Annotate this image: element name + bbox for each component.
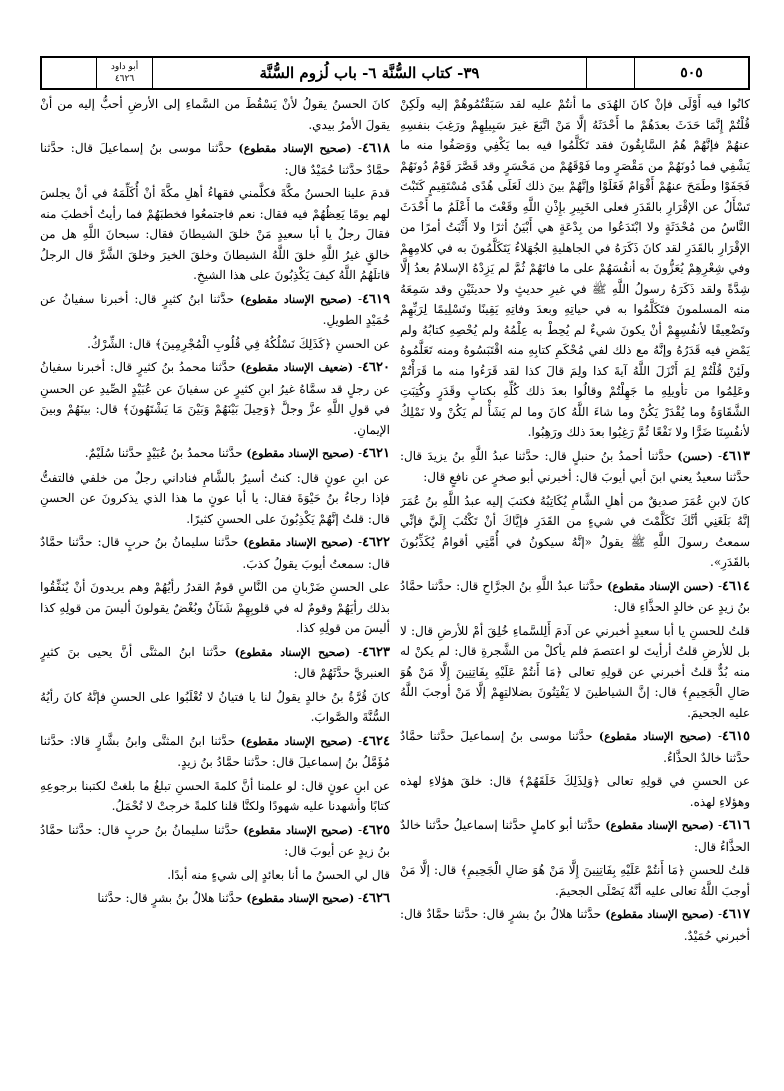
grade-separator: - <box>353 360 363 374</box>
hadith-grade: (صحيح الإسناد مقطوع) <box>234 645 351 659</box>
hadith-isnad: حدَّثنا موسى بنُ إسماعيلَ قال: حدَّثنا حمَّادٌ حدَّثنا حُمَيْدٌ قال: <box>40 141 390 177</box>
grade-separator: - <box>350 644 363 659</box>
right-column <box>400 94 750 1081</box>
hadith-entry <box>400 726 750 768</box>
hadith-number: ٤٦١٧ <box>722 907 750 922</box>
chapter-title: ٣٩- كتاب السُّنَّة ٦- باب لُزوم السُّنَّة <box>152 58 586 88</box>
hadith-isnad: حدَّثنا موسى بنُ إسماعيلَ حدَّثنا حمَّادٌ حدَّثنا خالدٌ الحذَّاءُ. <box>400 729 750 765</box>
body-paragraph: كانَ لابنِ عُمَرَ صديقٌ من أهلِ الشَّامِ يُكَاتِبُهُ فكتبَ إليه عبدُ اللَّهِ بنُ عُمَرَ إنَّهُ بَلَغَنِي أنَّكَ تَكَلَّمْتَ في شيءٍ من القَدَرِ فإيَّاكَ أنْ تَكْتُبَ إِلَيَّ فإنِّي سمعتُ رسولَ اللَّهِ ﷺ يقولُ «إنَّهُ سيكونُ في أُمَّتِي أقوامٌ يُكَذِّبُونَ بالقَدَرِ». <box>400 493 750 569</box>
grade-separator: - <box>713 818 723 832</box>
hadith-number: ٤٦١٣ <box>722 448 750 464</box>
hadith-grade: (صحيح الإسناد مقطوع) <box>240 734 353 748</box>
book-page <box>40 56 750 1081</box>
hadith-entry <box>40 642 390 684</box>
body-paragraph: قلتُ للحسنِ يا أبا سعيدٍ أخبرني عن آدمَ أَلِلسَّماءِ خُلِقَ أمْ للأرضِ قال: لا بل للأرضِ قلتُ أرأيتَ لو اعتصمَ فلم يأكلْ من الشَّجرةِ قال: لم يكنْ له منه بُدٌّ قلتُ أخبرني عن قولِهِ تعالى ﴿مَا أَنتُمْ عَلَيْهِ بِفَاتِنِينَ إِلَّا مَنْ هُوَ صَالِ الْجَحِيمِ﴾ قال: إنَّ الشياطينَ لا يَفْتِنُونَ بضلالتِهِمْ إلَّا مَنْ أوجبَ اللَّهُ عليه الجحيمَ. <box>400 623 750 720</box>
hadith-grade: (ضعيف الإسناد مقطوع) <box>240 361 354 374</box>
reference-number: ٤٦٢٦ <box>114 74 135 84</box>
hadith-grade: (صحيح الإسناد مقطوع) <box>240 292 353 306</box>
grade-separator: - <box>354 891 363 905</box>
hadith-grade: (حسن الإسناد مقطوع) <box>607 579 714 593</box>
grade-separator: - <box>713 578 723 593</box>
grade-separator: - <box>712 448 723 463</box>
body-paragraph: قدمَ علينا الحسنُ مكَّةَ فكلَّمني فقهاءُ أهلِ مكَّةَ أنْ أُكَلِّمَهُ في أنْ يجلسَ لهم يومًا يَعِظُهُمْ فيه فقال: نعم فاجتمعُوا فخطبَهُمْ فما رأيتُ أخطبَ منه فقالَ رجلٌ يا أبا سعيدٍ مَنْ خلقَ الشيطانَ فقال: سبحانَ اللَّهِ هل من خالقٍ غيرُ اللَّهِ خلقَ اللَّهُ الشيطانَ وخلقَ الخيرَ وخلقَ الشَّرَّ قال الرجلُ قاتلَهُمُ اللَّهُ كيفَ يَكْذِبُونَ على هذا الشيخِ. <box>40 186 390 282</box>
hadith-number: ٤٦٢٢ <box>362 535 390 550</box>
body-paragraph: كانُوا فيه أَوْلَى فإنْ كانَ الهُدَى ما أنتُمْ عليه لقد سَبَقْتُمُوهُمْ إليه ولَكِنْ قُلْتُمْ إِنَّمَا حَدَثَ بعدَهُمْ ما أَحْدَثَهُ إلَّا مَنْ اتَّبَعَ غيرَ سَبِيلِهِمْ ورَغِبَ بنفسِهِ عنهُمْ فإنَّهُمْ هُمُ السَّابِقُونَ فقد تَكَلَّمُوا فيه بما يَكْفِي ووَصَفُوا منه ما يَشْفِي فما دُونَهُمْ من مَقْصَرٍ وما فَوْقَهُمْ من مَحْسَرٍ وقد قَصَّرَ قَوْمٌ دُونَهُمْ فَجَفَوْا وطَمَحَ عنهُمْ أَقْوَامٌ فَغَلَوْا وإنَّهُمْ بينَ ذلك لَعَلَى هُدًى مُسْتَقِيمٍ كَتَبْتَ تَسْأَلُ عن الإقْرَارِ بالقَدَرِ فعلى الخَبِيرِ بإِذْنِ اللَّهِ وقَعْتَ ما أَعْلَمُ ما أَحْدَثَ النَّاسُ من مُحْدَثَةٍ ولا ابْتَدَعُوا من بِدْعَةٍ هي أَبْيَنُ أثرًا ولا أَثْبَتُ أمرًا من الإقْرَارِ بالقَدَرِ لقد كانَ ذَكَرَهُ في الجاهليةِ الجُهَلاءُ يَتَكَلَّمُونَ به في كلامِهِمْ وفي شِعْرِهِمْ يُعَزُّونَ به أنفُسَهُمْ على ما فاتَهُمْ ثُمَّ لم يَزِدْهُ الإسلامُ بعدُ إلَّا شِدَّةً ولقد ذَكَرَهُ رسولُ اللَّهِ ﷺ في غيرِ حديثٍ ولا حديثَيْنِ وقد سَمِعَهُ منه المسلمونَ فتَكَلَّمُوا به في حياتِهِ وبعدَ وفاتِهِ يَقِينًا وتَسْلِيمًا لِرَبِّهِمْ وتَضْعِيفًا لأنفُسِهِمْ أنْ يكونَ شيءٌ لم يُحِطْ به عِلْمُهُ ولم يُحْصِهِ كتابُهُ ولم يَمْضِ فيه قَدَرُهُ وإنَّهُ مع ذلك لفي مُحْكَمِ كتابِهِ منه اقْتَبَسُوهُ ومنه تَعَلَّمُوهُ ولَئِنْ قُلْتُمْ لِمَ أَنْزَلَ اللَّهُ آيةَ كذا ولِمَ قالَ كذا لقد قَرَءُوا منه ما قَرَأْتُمْ وعَلِمُوا من تأويلِهِ ما جَهِلْتُمْ وقالُوا بعدَ ذلك كُلِّهِ بكتابٍ وقَدَرٍ وكُتِبَتِ الشَّقَاوَةُ وما يُقْدَرْ يَكُنْ وما شاءَ اللَّهُ كانَ وما لم يَشَأْ لم يَكُنْ ولا نَمْلِكُ لأنفُسِنَا ضَرًّا ولا نَفْعًا ثُمَّ رَغِبُوا بعدَ ذلك ورَهِبُوا. <box>400 97 750 439</box>
hadith-grade: (صحيح الإسناد مقطوع) <box>243 536 354 549</box>
grade-separator: - <box>354 446 363 460</box>
grade-separator: - <box>353 822 363 837</box>
body-paragraph: قال لي الحسنُ ما أنا بعائدٍ إلى شيءٍ منه أبدًا. <box>167 867 390 882</box>
hadith-isnad: حدَّثنا محمدُ بنُ عُبَيْدٍ حدَّثنا سُلَيْمٌ. <box>84 446 243 460</box>
page-header <box>40 56 750 90</box>
hadith-grade: (صحيح الإسناد مقطوع) <box>246 447 355 460</box>
hadith-entry <box>40 443 390 465</box>
hadith-number: ٤٦١٦ <box>722 818 750 833</box>
hadith-number: ٤٦١٤ <box>722 578 750 594</box>
grade-separator: - <box>351 141 363 155</box>
body-paragraph: على الحسنِ ضَرْبانِ من النَّاسِ قومٌ القدرُ رأيُهُمْ وهم يريدونَ أنْ يُنَفِّقُوا بذلك رأيَهُمْ وقومٌ له في قلوبِهِمْ شَنَآنٌ وبُغْضٌ يقولونَ أليسَ من قولِهِ كذا أليسَ من قولِهِ كذا. <box>40 580 390 635</box>
hadith-isnad: حدَّثنا ابنُ المثنَّى وابنُ بشَّارٍ قالا: حدَّثنا مُؤَمَّلُ بنُ إسماعيلَ قال: حدَّثنا حمَّادُ بنُ زيدٍ. <box>40 733 390 769</box>
hadith-isnad: حدَّثنا هلالُ بنُ بشرٍ قال: حدَّثنا <box>97 891 243 905</box>
hadith-number: ٤٦٢٣ <box>362 644 390 660</box>
hadith-grade: (صحيح الإسناد مقطوع) <box>246 892 355 905</box>
hadith-isnad: حدَّثنا أحمدُ بنُ حنبلٍ قال: حدَّثنا عبدُ اللَّهِ بنُ يزيدَ قال: حدَّثنا سعيدٌ يعني ابنَ أبي أيوبَ قال: أخبرني أبو صخرٍ عن نافعٍ قال: <box>400 448 750 484</box>
hadith-grade: (صحيح الإسناد مقطوع) <box>605 819 714 832</box>
hadith-isnad: حدَّثنا ابنُ كثيرٍ قال: أخبرنا سفيانُ عن حُمَيْدٍ الطويلِ. <box>40 291 390 327</box>
header-spacer-right <box>586 58 634 88</box>
hadith-number: ٤٦١٨ <box>362 141 390 156</box>
grade-separator: - <box>713 907 723 921</box>
body-paragraph: عن ابنِ عونٍ قال: لو علمنا أنَّ كلمةَ الحسنِ تبلغُ ما بلغتْ لكتبنا برجوعِهِ كتابًا وأشهدنا عليه شهودًا ولكنَّا قلنا كلمةً خرجتْ لا تُحْمَلُ. <box>40 778 390 813</box>
hadith-entry <box>40 357 390 440</box>
body-paragraph: عن الحسنِ ﴿كَذَلِكَ نَسْلُكُهُ فِي قُلُوبِ الْمُجْرِمِينَ﴾ قال: الشِّرْكُ. <box>87 336 390 351</box>
body-paragraph: كانَ قُرَّةُ بنُ خالدٍ يقولُ لنا يا فتيانُ لا تُغْلَبُوا على الحسنِ فإنَّهُ كانَ رأيُهُ السُّنَّةَ والصَّوابَ. <box>40 689 390 724</box>
hadith-number: ٤٦٢٤ <box>362 733 390 749</box>
hadith-number: ٤٦٢٥ <box>362 822 390 838</box>
hadith-isnad: حدَّثنا سليمانُ بنُ حربٍ قال: حدَّثنا حمَّادُ بنُ زيدٍ عن أيوبَ قال: <box>40 822 390 858</box>
text-columns <box>40 94 750 1081</box>
hadith-entry <box>400 815 750 857</box>
grade-separator: - <box>352 291 363 306</box>
hadith-entry <box>40 888 390 910</box>
hadith-grade: (صحيح الإسناد مقطوع) <box>605 908 714 921</box>
hadith-entry <box>40 138 390 180</box>
hadith-isnad: حدَّثنا محمدُ بنُ كثيرٍ قال: أخبرنا سفيانُ عن رجلٍ قد سمَّاهُ غيرُ ابنِ كثيرٍ عن سفيانَ عن عُبَيْدٍ الصِّيدِ عن الحسنِ في قولِ اللَّهِ عزَّ وجلَّ ﴿وَحِيلَ بَيْنَهُمْ وَبَيْنَ مَا يَشْتَهُونَ﴾ قال: بينَهُمْ وبينَ الإيمانِ. <box>40 360 390 437</box>
hadith-isnad: حدَّثنا أبو كاملٍ حدَّثنا إسماعيلُ حدَّثنا خالدٌ الحذَّاءُ قال: <box>400 818 750 854</box>
header-spacer-left <box>42 58 96 88</box>
left-column <box>40 94 390 1081</box>
hadith-number: ٤٦٢٦ <box>362 891 390 906</box>
hadith-entry <box>400 576 750 618</box>
hadith-grade: (صحيح الإسناد مقطوع) <box>243 823 354 837</box>
grade-separator: - <box>353 535 363 549</box>
hadith-entry <box>400 904 750 946</box>
hadith-entry <box>400 446 750 488</box>
hadith-reference <box>96 58 152 88</box>
hadith-number: ٤٦١٥ <box>722 729 750 744</box>
hadith-entry <box>40 289 390 331</box>
hadith-grade: (حسن) <box>677 449 713 463</box>
body-paragraph: عن ابنِ عونٍ قال: كنتُ أسيرُ بالشَّامِ فناداني رجلٌ من خلفي فالتفتُّ فإذا رجاءُ بنُ حَيْوَةَ فقال: يا أبا عونٍ ما هذا الذي يذكرونَ عن الحسنِ قال: قلتُ إنَّهُمْ يَكْذِبُونَ على الحسنِ كثيرًا. <box>40 470 390 526</box>
hadith-number: ٤٦١٩ <box>362 291 390 307</box>
hadith-isnad: حدَّثنا عبدُ اللَّهِ بنُ الجرَّاحِ قال: حدَّثنا حمَّادُ بنُ زيدٍ عن خالدٍ الحذَّاءِ قال: <box>400 578 750 614</box>
body-paragraph: قلتُ للحسنِ ﴿مَا أَنتُمْ عَلَيْهِ بِفَاتِنِينَ إِلَّا مَنْ هُوَ صَالِ الْجَحِيمِ﴾ قال: إلَّا مَنْ أوجبَ اللَّهُ تعالى عليه أنَّهُ يَصْلَى الجحيمَ. <box>400 863 750 898</box>
body-paragraph: كانَ الحسنُ يقولُ لأنْ يَسْقُطَ من السَّماءِ إلى الأرضِ أحبُّ إليه من أنْ يقولَ الأمرُ بيدي. <box>40 97 390 132</box>
hadith-isnad: حدَّثنا سليمانُ بنُ حربٍ قال: حدَّثنا حمَّادٌ قال: سمعتُ أيوبَ يقولُ كذبَ. <box>40 535 390 571</box>
hadith-grade: (صحيح الإسناد مقطوع) <box>598 730 712 743</box>
hadith-isnad: حدَّثنا هلالُ بنُ بشرٍ قال: حدَّثنا حمَّادٌ قال: أخبرني حُمَيْدٌ. <box>400 907 750 943</box>
reference-book: أبو داود <box>110 62 139 72</box>
grade-separator: - <box>352 733 363 748</box>
grade-separator: - <box>711 729 723 743</box>
hadith-number: ٤٦٢٠ <box>362 360 390 375</box>
hadith-number: ٤٦٢١ <box>362 446 390 461</box>
hadith-entry <box>40 731 390 773</box>
hadith-isnad: حدَّثنا ابنُ المثنَّى أنَّ يحيى بنَ كثيرٍ العنبريَّ حدَّثَهُمْ قال: <box>40 644 390 680</box>
hadith-grade: (صحيح الإسناد مقطوع) <box>238 142 352 155</box>
body-paragraph: عن الحسنِ في قولِهِ تعالى ﴿وَلِذَلِكَ خَلَقَهُمْ﴾ قال: خلقَ هؤلاءِ لهذه وهؤلاءِ لهذه. <box>400 774 750 809</box>
hadith-entry <box>40 532 390 574</box>
hadith-entry <box>40 820 390 862</box>
page-number: ٥٠٥ <box>634 58 748 88</box>
